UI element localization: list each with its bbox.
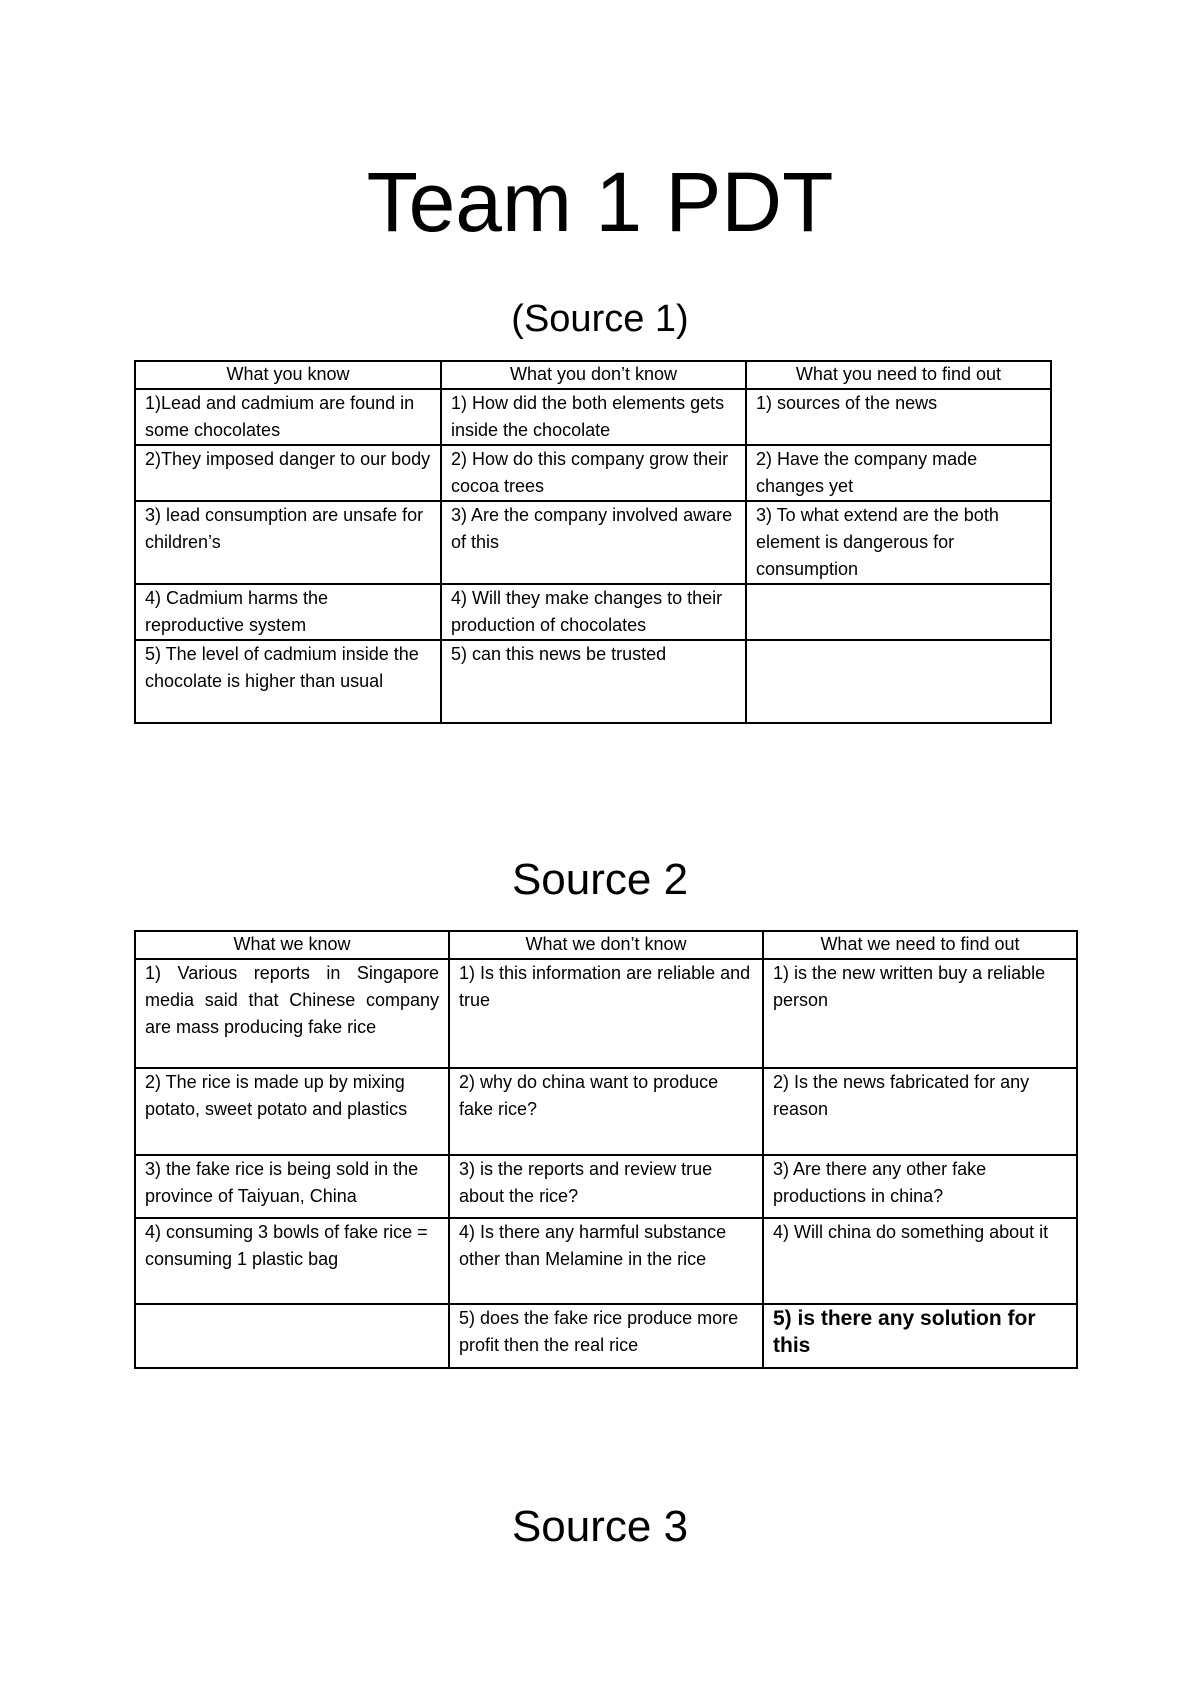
table-cell: 4) Will china do something about it [763, 1218, 1077, 1304]
table-header-row [135, 361, 1051, 389]
table-cell [746, 584, 1051, 640]
source-1-table [134, 360, 1052, 724]
table-cell: 2) Is the news fabricated for any reason [763, 1068, 1077, 1155]
table-cell: 1) How did the both elements gets inside the chocolate [441, 389, 746, 445]
table-cell: 5) The level of cadmium inside the chocolate is higher than usual [135, 640, 441, 723]
column-header: What we don’t know [449, 931, 763, 959]
table-cell: 1) is the new written buy a reliable person [763, 959, 1077, 1068]
table-cell: 1)Lead and cadmium are found in some chocolates [135, 389, 441, 445]
table-cell: 3) Are there any other fake productions in china? [763, 1155, 1077, 1218]
table-cell: 3) is the reports and review true about the rice? [449, 1155, 763, 1218]
table-cell: 1) Is this information are reliable and true [449, 959, 763, 1068]
table-cell: 2) How do this company grow their cocoa trees [441, 445, 746, 501]
column-header: What we know [135, 931, 449, 959]
column-header: What you know [135, 361, 441, 389]
column-header: What you don’t know [441, 361, 746, 389]
table-row [135, 1304, 1077, 1368]
table-cell: 4) consuming 3 bowls of fake rice = consuming 1 plastic bag [135, 1218, 449, 1304]
table-cell [135, 1304, 449, 1368]
source-2-table [134, 930, 1078, 1369]
table-cell: 2)They imposed danger to our body [135, 445, 441, 501]
table-cell: 3) To what extend are the both element is dangerous for consumption [746, 501, 1051, 584]
table-row [135, 445, 1051, 501]
table-cell: 2) why do china want to produce fake rice? [449, 1068, 763, 1155]
table-cell: 2) Have the company made changes yet [746, 445, 1051, 501]
table-row [135, 389, 1051, 445]
table-cell: 1) Various reports in Singapore media said that Chinese company are mass producing fake rice [135, 959, 449, 1068]
column-header: What we need to find out [763, 931, 1077, 959]
table-cell: 4) Cadmium harms the reproductive system [135, 584, 441, 640]
table-cell: 3) lead consumption are unsafe for children’s [135, 501, 441, 584]
table-row [135, 1218, 1077, 1304]
table-row [135, 584, 1051, 640]
table-row [135, 959, 1077, 1068]
table-cell: 5) does the fake rice produce more profit then the real rice [449, 1304, 763, 1368]
source-1-heading: (Source 1) [511, 298, 689, 340]
source-2-heading: Source 2 [511, 855, 689, 904]
column-header: What you need to find out [746, 361, 1051, 389]
table-cell: 1) sources of the news [746, 389, 1051, 445]
table-cell: 3) Are the company involved aware of this [441, 501, 746, 584]
table-cell: 4) Will they make changes to their production of chocolates [441, 584, 746, 640]
table-cell [746, 640, 1051, 723]
source-3-heading: Source 3 [511, 1502, 689, 1551]
table-cell: 3) the fake rice is being sold in the province of Taiyuan, China [135, 1155, 449, 1218]
table-row [135, 640, 1051, 723]
table-cell: 4) Is there any harmful substance other than Melamine in the rice [449, 1218, 763, 1304]
table-cell: 5) is there any solution for this [763, 1304, 1077, 1368]
table-row [135, 1068, 1077, 1155]
table-row [135, 1155, 1077, 1218]
table-header-row [135, 931, 1077, 959]
table-cell: 5) can this news be trusted [441, 640, 746, 723]
table-row [135, 501, 1051, 584]
page-title: Team 1 PDT [366, 155, 834, 249]
table-cell: 2) The rice is made up by mixing potato, sweet potato and plastics [135, 1068, 449, 1155]
